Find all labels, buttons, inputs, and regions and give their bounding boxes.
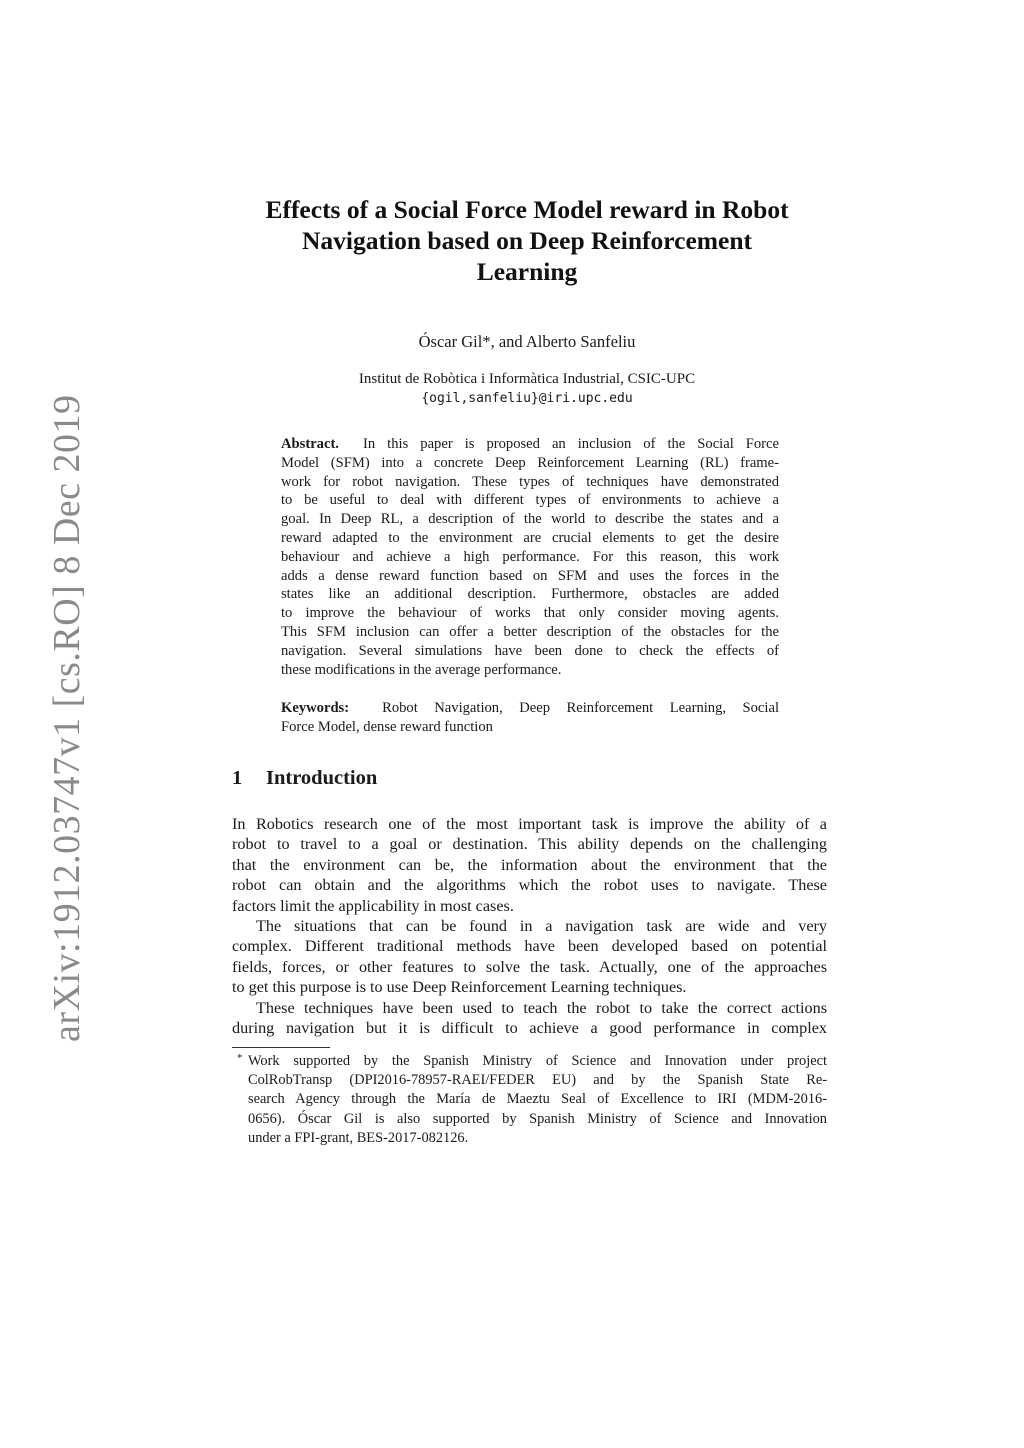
text-line: robot can obtain and the algorithms which the robot uses to navigate. These — [232, 876, 827, 895]
footnote-line: under a FPI-grant, BES-2017-082126. — [248, 1129, 469, 1146]
footnote — [248, 1052, 827, 1148]
text-line: robot to travel to a goal or destination. This ability depends on the challenging — [232, 835, 827, 854]
section-heading — [232, 767, 377, 790]
abstract-line: navigation. Several simulations have been done to check the effects of — [281, 642, 779, 659]
title-line: Effects of a Social Force Model reward in Robot — [265, 195, 789, 224]
paragraph — [232, 998, 827, 1039]
footnote-mark: * — [237, 1052, 243, 1064]
abstract-line: behaviour and achieve a high performance. For this reason, this work — [281, 548, 779, 565]
text-line: These techniques have been used to teach the robot to take the correct actions — [256, 998, 827, 1017]
abstract — [281, 435, 779, 679]
keywords-line: Robot Navigation, Deep Reinforcement Learning, Social — [382, 700, 779, 716]
abstract-line: Model (SFM) into a concrete Deep Reinforcement Learning (RL) frame- — [281, 454, 779, 471]
title-line: Learning — [476, 257, 578, 286]
title-line: Navigation based on Deep Reinforcement — [302, 226, 752, 255]
section-title: Introduction — [266, 767, 378, 789]
footnote-rule — [232, 1047, 330, 1048]
abstract-line: This SFM inclusion can offer a better description of the obstacles for the — [281, 623, 779, 640]
text-line: during navigation but it is difficult to achieve a good performance in complex — [232, 1019, 827, 1038]
keywords — [281, 699, 779, 737]
affiliation: Institut de Robòtica i Informàtica Industrial, CSIC-UPC — [358, 371, 696, 387]
section-number: 1 — [232, 767, 243, 789]
footnote-line: Work supported by the Spanish Ministry of Science and Innovation under project — [248, 1053, 827, 1069]
arxiv-sidebar-stamp: arXiv:1912.03747v1 [cs.RO] 8 Dec 2019 — [46, 394, 88, 1042]
footnote-line: ColRobTransp (DPI2016-78957-RAEI/FEDER EU) and by the Spanish State Re- — [248, 1072, 827, 1089]
paper-title — [220, 194, 834, 287]
text-line: complex. Different traditional methods have been developed based on potential — [232, 937, 827, 956]
keywords-line: Force Model, dense reward function — [281, 718, 493, 735]
affiliation-block — [220, 370, 834, 408]
abstract-line: these modifications in the average performance. — [281, 661, 562, 678]
abstract-line: states like an additional description. Furthermore, obstacles are added — [281, 586, 779, 603]
body-text — [232, 814, 827, 1038]
abstract-line: reward adapted to the environment are crucial elements to get the desire — [281, 529, 779, 546]
text-line: In Robotics research one of the most important task is improve the ability of a — [232, 815, 827, 833]
abstract-label: Abstract. — [281, 436, 339, 452]
text-line: The situations that can be found in a navigation task are wide and very — [256, 917, 827, 936]
email: {ogil,sanfeliu}@iri.upc.edu — [421, 391, 633, 406]
authors: Óscar Gil*, and Alberto Sanfeliu — [418, 332, 636, 351]
footnote-line: 0656). Óscar Gil is also supported by Spanish Ministry of Science and Innovation — [248, 1110, 827, 1127]
text-line: fields, forces, or other features to solve the task. Actually, one of the approaches — [232, 957, 827, 976]
keywords-label: Keywords: — [281, 700, 350, 716]
footnote-line: search Agency through the María de Maeztu Seal of Excellence to IRI (MDM-2016- — [248, 1091, 827, 1108]
abstract-line: to be useful to deal with different types of environments to achieve a — [281, 492, 779, 509]
abstract-line: work for robot navigation. These types of techniques have demonstrated — [281, 473, 779, 490]
text-line: that the environment can be, the information about the environment that the — [232, 855, 827, 874]
abstract-line: to improve the behaviour of works that only consider moving agents. — [281, 605, 779, 622]
paragraph — [232, 814, 827, 916]
abstract-line: adds a dense reward function based on SFM and uses the forces in the — [281, 567, 779, 584]
paragraph — [232, 916, 827, 998]
abstract-line: In this paper is proposed an inclusion of the Social Force — [363, 436, 780, 452]
text-line: to get this purpose is to use Deep Reinforcement Learning techniques. — [232, 978, 687, 997]
abstract-line: goal. In Deep RL, a description of the world to describe the states and a — [281, 511, 779, 528]
text-line: factors limit the applicability in most cases. — [232, 896, 514, 915]
